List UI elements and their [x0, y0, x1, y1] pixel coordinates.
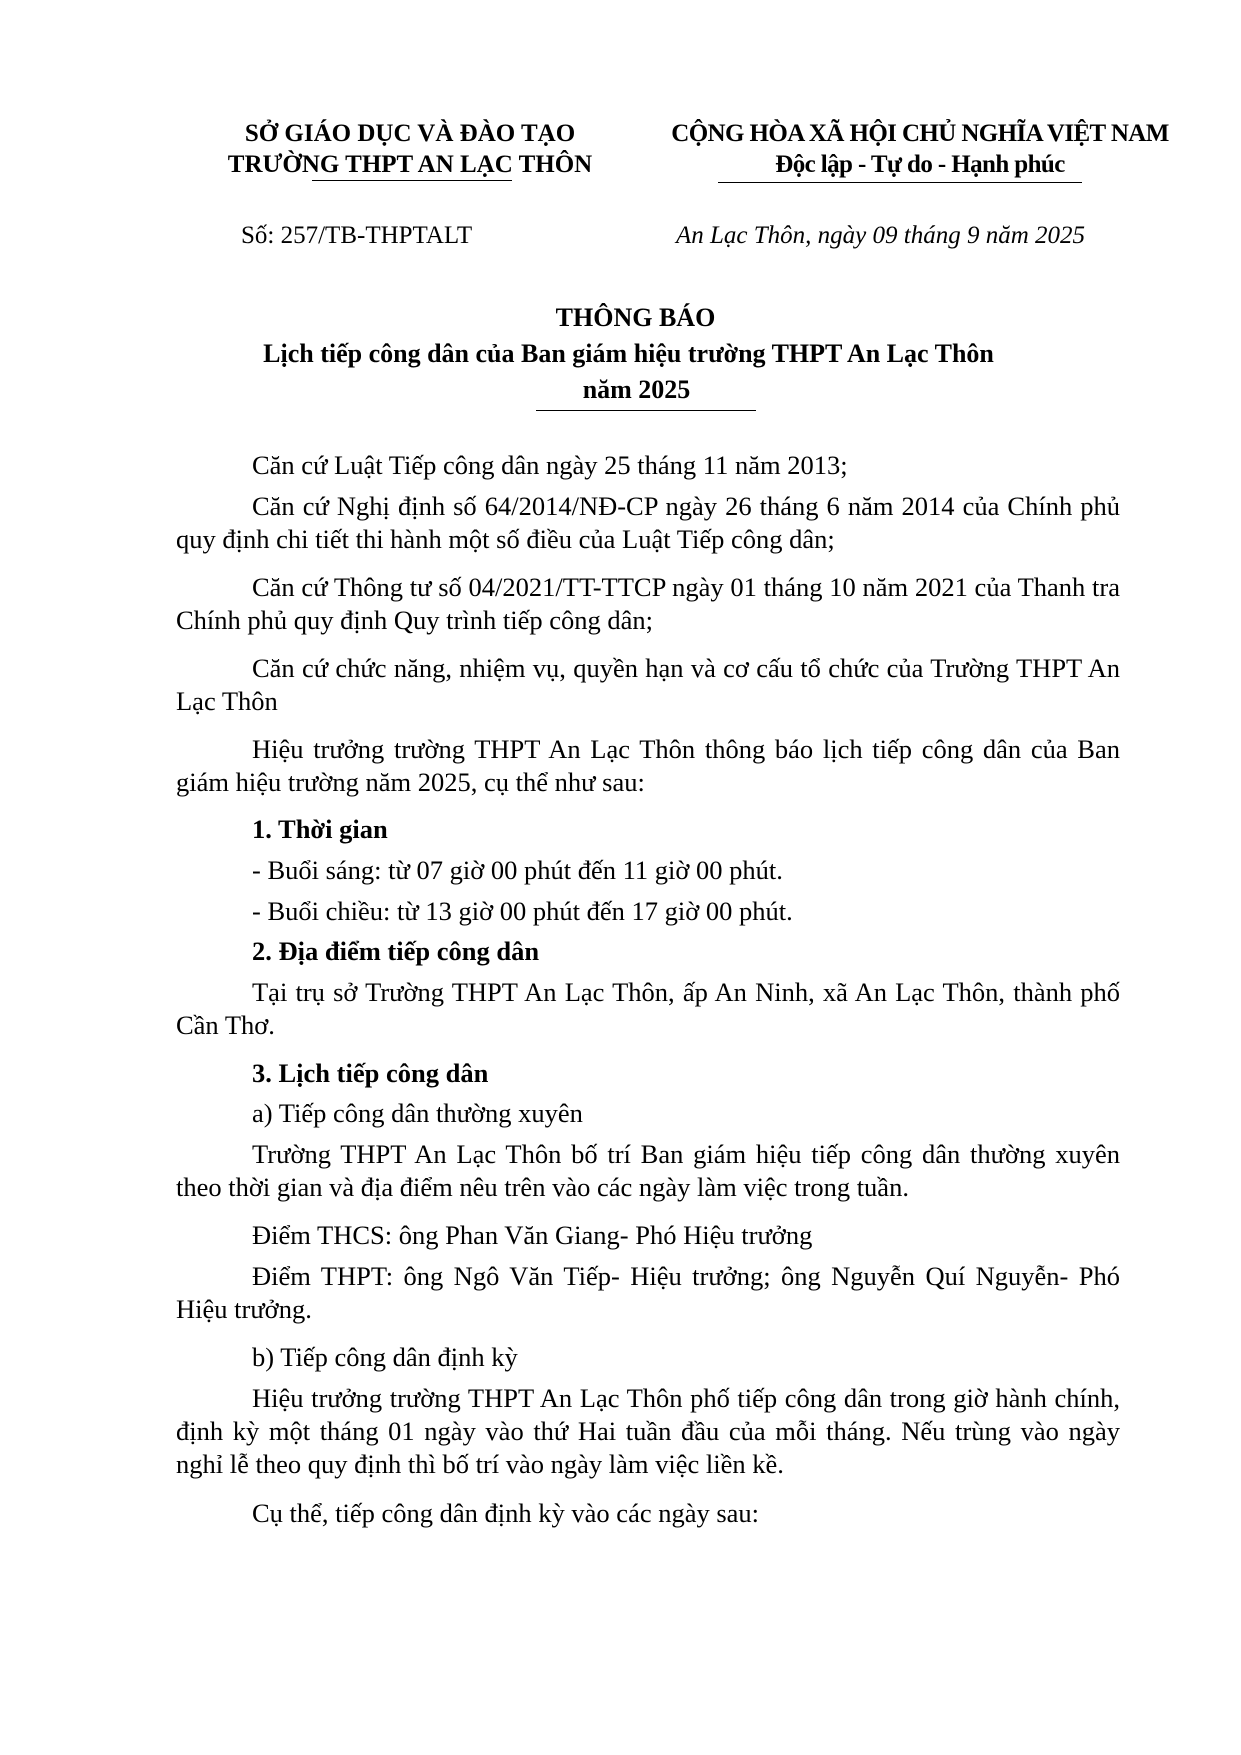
- header-right-underline: [718, 182, 1082, 183]
- document-number: Số: 257/TB-THPTALT: [241, 222, 473, 249]
- basis-functions: Căn cứ chức năng, nhiệm vụ, quyền hạn và cơ cấu tổ chức của Trường THPT An Lạc Thôn: [176, 653, 1120, 716]
- section-heading-location: 2. Địa điểm tiếp công dân: [252, 936, 540, 966]
- basis-decree: Căn cứ Nghị định số 64/2014/NĐ-CP ngày 26 tháng 6 năm 2014 của Chính phủ quy định chi tiết thi hành một số điều của Luật Tiếp công dân;: [176, 491, 1120, 554]
- national-motto: [640, 118, 1200, 180]
- section-heading-schedule: 3. Lịch tiếp công dân: [252, 1058, 489, 1088]
- document-subtitle-year: năm 2025: [582, 375, 691, 404]
- location-text: Tại trụ sở Trường THPT An Lạc Thôn, ấp An Ninh, xã An Lạc Thôn, thành phố Cần Thơ.: [176, 977, 1120, 1040]
- subsection-regular: a) Tiếp công dân thường xuyên: [252, 1098, 583, 1128]
- header-left-underline: [312, 180, 512, 181]
- country-name: CỘNG HÒA XÃ HỘI CHỦ NGHĨA VIỆT NAM: [671, 120, 1169, 147]
- subsection-periodic: b) Tiếp công dân định kỳ: [252, 1342, 518, 1372]
- place-and-date: An Lạc Thôn, ngày 09 tháng 9 năm 2025: [676, 222, 1086, 249]
- periodic-schedule-text: Hiệu trưởng trường THPT An Lạc Thôn phố tiếp công dân trong giờ hành chính, định kỳ một tháng 01 ngày vào thứ Hai tuần đầu của mỗi tháng. Nếu trùng vào ngày nghỉ lễ theo quy định thì bố trí vào ngày làm việc liền kề.: [176, 1383, 1120, 1479]
- title-underline: [536, 410, 756, 411]
- document-subtitle: Lịch tiếp công dân của Ban giám hiệu trường THPT An Lạc Thôn: [263, 339, 994, 368]
- agency-school: TRƯỜNG THPT AN LẠC THÔN: [227, 151, 593, 178]
- thcs-officer: Điểm THCS: ông Phan Văn Giang- Phó Hiệu trưởng: [252, 1220, 813, 1250]
- morning-hours: - Buổi sáng: từ 07 giờ 00 phút đến 11 giờ 00 phút.: [252, 855, 783, 885]
- agency-name: [180, 118, 640, 180]
- thpt-officers: Điểm THPT: ông Ngô Văn Tiếp- Hiệu trưởng; ông Nguyễn Quí Nguyễn- Phó Hiệu trưởng.: [176, 1261, 1120, 1324]
- periodic-dates-intro: Cụ thể, tiếp công dân định kỳ vào các ngày sau:: [252, 1498, 760, 1528]
- document-title: THÔNG BÁO: [555, 303, 716, 332]
- afternoon-hours: - Buổi chiều: từ 13 giờ 00 phút đến 17 giờ 00 phút.: [252, 896, 793, 926]
- agency-parent: SỞ GIÁO DỤC VÀ ĐÀO TẠO: [244, 120, 576, 147]
- announcement-intro: Hiệu trưởng trường THPT An Lạc Thôn thông báo lịch tiếp công dân của Ban giám hiệu trường năm 2025, cụ thể như sau:: [176, 734, 1120, 797]
- section-heading-time: 1. Thời gian: [252, 814, 388, 844]
- basis-law: Căn cứ Luật Tiếp công dân ngày 25 tháng 11 năm 2013;: [252, 450, 848, 480]
- basis-circular: Căn cứ Thông tư số 04/2021/TT-TTCP ngày 01 tháng 10 năm 2021 của Thanh tra Chính phủ quy định Quy trình tiếp công dân;: [176, 572, 1120, 635]
- motto: Độc lập - Tự do - Hạnh phúc: [775, 151, 1065, 178]
- regular-schedule-text: Trường THPT An Lạc Thôn bố trí Ban giám hiệu tiếp công dân thường xuyên theo thời gian và địa điểm nêu trên vào các ngày làm việc trong tuần.: [176, 1139, 1120, 1202]
